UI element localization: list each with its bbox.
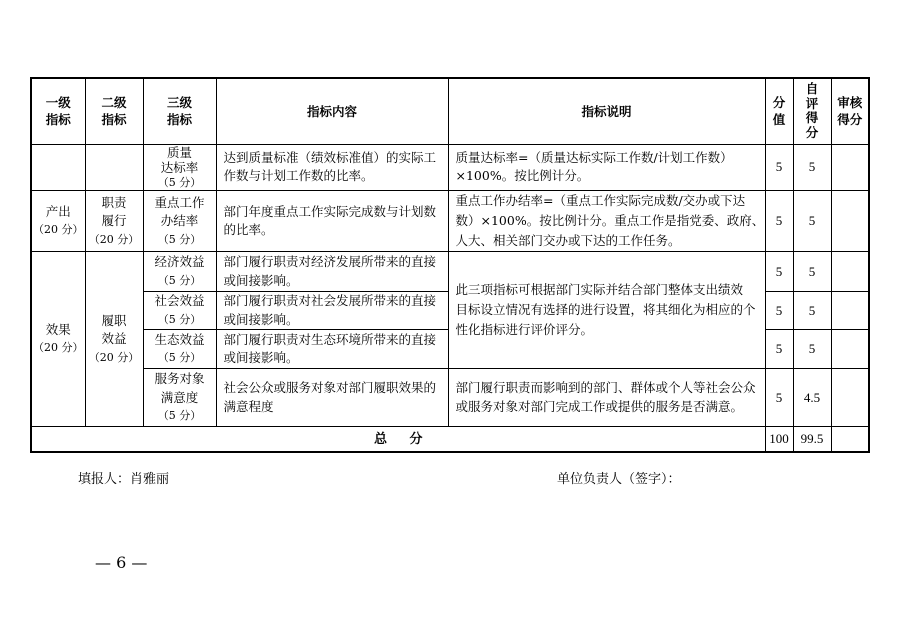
indicator-weight: （5 分） bbox=[157, 176, 202, 190]
description-line: ×100%。按比例计分。 bbox=[455, 168, 590, 184]
group-weight: （20 分） bbox=[33, 223, 84, 237]
header-level1-line: 指标 bbox=[45, 112, 71, 128]
content-line: 部门履行职责对社会发展所带来的直接 bbox=[223, 293, 437, 309]
audit-score-cell bbox=[831, 252, 869, 292]
indicator-line: 经济效益 bbox=[154, 254, 205, 270]
group-weight: （20 分） bbox=[33, 341, 84, 355]
indicator-weight: （5 分） bbox=[157, 312, 202, 326]
header-level3-line: 三级 bbox=[166, 95, 192, 111]
indicator-line: 重点工作 bbox=[154, 194, 205, 210]
content-line: 或间接影响。 bbox=[223, 311, 299, 327]
audit-score-cell bbox=[831, 292, 869, 330]
description-line: 重点工作办结率=（重点工作实际完成数/交办或下达 bbox=[455, 193, 746, 209]
indicator-quality-rate bbox=[143, 144, 216, 191]
score-cell: 5 bbox=[765, 191, 793, 252]
indicator-weight: （5 分） bbox=[157, 409, 202, 423]
description-line: 质量达标率=（质量达标实际工作数/计划工作数） bbox=[455, 149, 733, 165]
description-shared-benefits bbox=[448, 252, 765, 369]
total-audit-score bbox=[831, 427, 869, 452]
filler-signature: 填报人：肖雅丽 bbox=[78, 472, 170, 487]
content-line: 或间接影响。 bbox=[223, 272, 299, 288]
level2-cell-empty bbox=[85, 144, 143, 191]
indicator-social-benefit bbox=[143, 292, 216, 330]
group-name-line: 效益 bbox=[101, 331, 127, 347]
content-line: 部门履行职责对生态环境所带来的直接 bbox=[223, 331, 437, 347]
indicator-weight: （5 分） bbox=[157, 232, 202, 246]
total-score: 100 bbox=[765, 427, 793, 452]
indicator-line: 生态效益 bbox=[154, 331, 205, 347]
group-name-line: 履职 bbox=[101, 312, 127, 328]
header-level2 bbox=[85, 78, 143, 144]
group-weight: （20 分） bbox=[88, 350, 140, 364]
self-score-cell: 5 bbox=[793, 252, 831, 292]
score-cell: 5 bbox=[765, 252, 793, 292]
header-level2-line: 指标 bbox=[101, 112, 127, 128]
indicator-line: 服务对象 bbox=[154, 371, 205, 387]
self-score-cell: 5 bbox=[793, 330, 831, 369]
header-level1-line: 一级 bbox=[45, 95, 71, 111]
header-self-score-line: 评 bbox=[805, 95, 819, 111]
self-score-cell: 5 bbox=[793, 292, 831, 330]
indicator-service-satisfaction bbox=[143, 369, 216, 427]
indicator-line: 满意度 bbox=[160, 389, 199, 405]
content-line: 社会公众或服务对象对部门履职效果的 bbox=[223, 380, 437, 396]
score-cell: 5 bbox=[765, 144, 793, 191]
description-quality-rate bbox=[448, 144, 765, 191]
header-description: 指标说明 bbox=[448, 78, 765, 144]
level1-effect bbox=[31, 252, 85, 427]
description-line: 部门履行职责而影响到的部门、群体或个人等社会公众 bbox=[455, 380, 756, 396]
indicator-line: 达标率 bbox=[160, 159, 199, 175]
total-label: 总 分 bbox=[31, 427, 765, 452]
header-level3 bbox=[143, 78, 216, 144]
description-line: 目标设立情况有选择的进行设置，将其细化为相应的个 bbox=[455, 302, 756, 318]
header-level3-line: 指标 bbox=[166, 112, 192, 128]
level2-benefit bbox=[85, 252, 143, 427]
score-cell: 5 bbox=[765, 292, 793, 330]
description-line: 人大、相关部门交办或下达的工作任务。 bbox=[455, 233, 681, 249]
score-cell: 5 bbox=[765, 330, 793, 369]
table-row bbox=[31, 369, 869, 427]
group-name-line: 履行 bbox=[101, 213, 127, 229]
description-line: 性化指标进行评价评分。 bbox=[455, 322, 594, 338]
leader-signature: 单位负责人（签字）： bbox=[557, 472, 681, 487]
table-row bbox=[31, 191, 869, 252]
table-row bbox=[31, 144, 869, 191]
indicator-ecological-benefit bbox=[143, 330, 216, 369]
group-name: 效果 bbox=[45, 321, 71, 337]
indicator-line: 质量 bbox=[166, 144, 192, 160]
self-score-cell: 4.5 bbox=[793, 369, 831, 427]
evaluation-table bbox=[30, 77, 870, 453]
total-self-score: 99.5 bbox=[793, 427, 831, 452]
header-self-score-line: 自 bbox=[805, 81, 819, 97]
header-audit-score-line: 审核 bbox=[837, 95, 863, 111]
level1-cell-empty bbox=[31, 144, 85, 191]
content-line: 作数与计划工作数的比率。 bbox=[223, 168, 374, 184]
description-line: 此三项指标可根据部门实际并结合部门整体支出绩效 bbox=[455, 282, 744, 298]
total-row bbox=[31, 427, 869, 452]
audit-score-cell bbox=[831, 369, 869, 427]
header-level1 bbox=[31, 78, 85, 144]
group-name: 产出 bbox=[45, 203, 71, 219]
indicator-weight: （5 分） bbox=[157, 351, 202, 365]
audit-score-cell bbox=[831, 191, 869, 252]
description-line: 数）×100%。按比例计分。重点工作是指党委、政府、 bbox=[455, 213, 765, 229]
description-key-task-rate bbox=[448, 191, 765, 252]
audit-score-cell bbox=[831, 330, 869, 369]
content-line: 的比率。 bbox=[223, 222, 274, 238]
header-score bbox=[765, 78, 793, 144]
group-weight: （20 分） bbox=[88, 232, 140, 246]
header-self-score bbox=[793, 78, 831, 144]
indicator-key-task-rate bbox=[143, 191, 216, 252]
header-row bbox=[31, 78, 869, 144]
header-score-line: 分 bbox=[772, 95, 786, 111]
content-line: 部门履行职责对经济发展所带来的直接 bbox=[223, 254, 437, 270]
content-line: 或间接影响。 bbox=[223, 350, 299, 366]
header-audit-score bbox=[831, 78, 869, 144]
header-self-score-line: 分 bbox=[805, 124, 819, 140]
content-quality-rate bbox=[216, 144, 448, 191]
audit-score-cell bbox=[831, 144, 869, 191]
header-score-line: 值 bbox=[772, 112, 786, 128]
header-self-score-line: 得 bbox=[805, 110, 819, 126]
level1-output bbox=[31, 191, 85, 252]
header-content: 指标内容 bbox=[216, 78, 448, 144]
level2-duty bbox=[85, 191, 143, 252]
content-line: 部门年度重点工作实际完成数与计划数 bbox=[223, 203, 437, 219]
description-line: 或服务对象对部门完成工作或提供的服务是否满意。 bbox=[455, 398, 744, 414]
content-service-satisfaction bbox=[216, 369, 448, 427]
group-name-line: 职责 bbox=[101, 194, 127, 210]
indicator-weight: （5 分） bbox=[157, 273, 202, 287]
content-key-task-rate bbox=[216, 191, 448, 252]
header-audit-score-line: 得分 bbox=[837, 112, 863, 128]
table-row bbox=[31, 252, 869, 292]
content-line: 满意程度 bbox=[223, 398, 274, 414]
indicator-line: 办结率 bbox=[160, 213, 199, 229]
self-score-cell: 5 bbox=[793, 144, 831, 191]
self-score-cell: 5 bbox=[793, 191, 831, 252]
header-level2-line: 二级 bbox=[101, 95, 127, 111]
content-social-benefit bbox=[216, 292, 448, 330]
description-service-satisfaction bbox=[448, 369, 765, 427]
content-ecological-benefit bbox=[216, 330, 448, 369]
indicator-economic-benefit bbox=[143, 252, 216, 292]
content-line: 达到质量标准（绩效标准值）的实际工 bbox=[223, 149, 437, 165]
score-cell: 5 bbox=[765, 369, 793, 427]
content-economic-benefit bbox=[216, 252, 448, 292]
page-number: — 6 — bbox=[95, 553, 148, 572]
indicator-line: 社会效益 bbox=[154, 293, 205, 309]
